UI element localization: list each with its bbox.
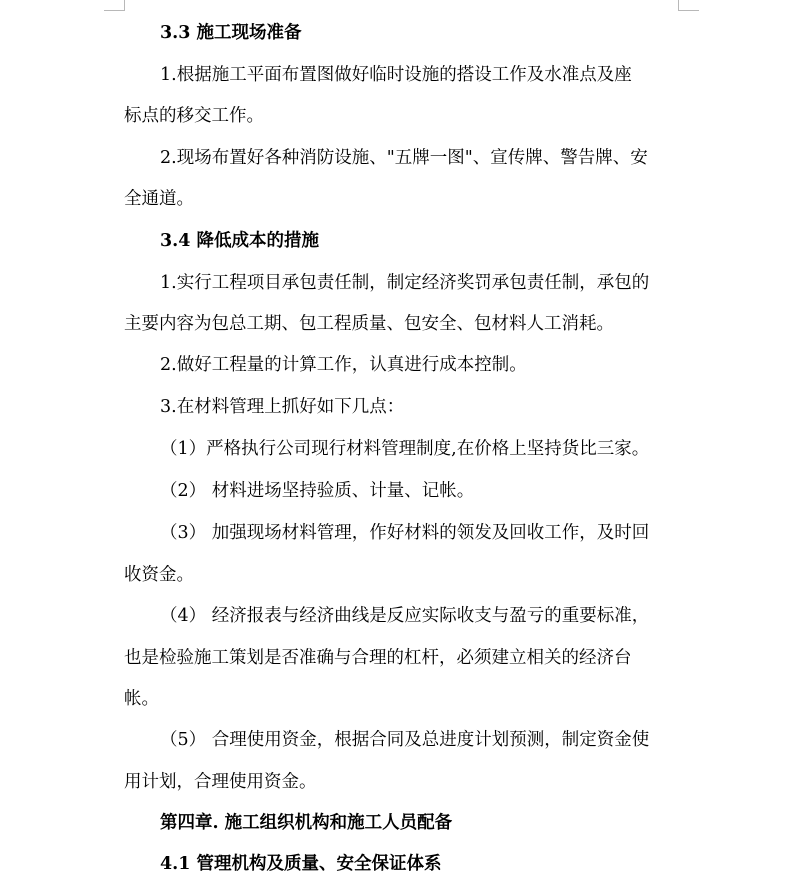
paragraph-line: 全通道。 — [124, 189, 194, 209]
paragraph-line: 3.在材料管理上抓好如下几点： — [160, 397, 405, 417]
list-item-line: （4） 经济报表与经济曲线是反应实际收支与盈亏的重要标准， — [160, 606, 650, 626]
section-heading-3-4: 3.4 降低成本的措施 — [160, 231, 320, 251]
paragraph-line: 主要内容为包总工期、包工程质量、包安全、包材料人工消耗。 — [124, 314, 614, 334]
list-item-line: （5） 合理使用资金，根据合同及总进度计划预测，制定资金使 — [160, 730, 650, 750]
list-item-line: 也是检验施工策划是否准确与合理的杠杆，必须建立相关的经济台 — [124, 648, 632, 668]
paragraph-line: 2.现场布置好各种消防设施、"五牌一图"、宣传牌、警告牌、安 — [160, 148, 648, 168]
crop-mark-top-left — [104, 0, 125, 11]
list-item-line: 收资金。 — [124, 565, 194, 585]
crop-mark-top-right — [678, 0, 699, 11]
paragraph-line: 标点的移交工作。 — [124, 106, 264, 126]
paragraph-line: 2.做好工程量的计算工作，认真进行成本控制。 — [160, 355, 527, 375]
list-item-line: 帐。 — [124, 689, 159, 709]
paragraph-line: 1.实行工程项目承包责任制，制定经济奖罚承包责任制，承包的 — [160, 273, 650, 293]
list-item-line: （2） 材料进场坚持验质、计量、记帐。 — [160, 481, 475, 501]
paragraph-line: 1.根据施工平面布置图做好临时设施的搭设工作及水准点及座 — [160, 65, 632, 85]
section-heading-3-3: 3.3 施工现场准备 — [160, 23, 302, 43]
chapter-heading-4: 第四章. 施工组织机构和施工人员配备 — [160, 813, 453, 833]
list-item-line: 用计划，合理使用资金。 — [124, 772, 317, 792]
list-item-line: （1）严格执行公司现行材料管理制度,在价格上坚持货比三家。 — [160, 439, 650, 459]
list-item-line: （3） 加强现场材料管理，作好材料的领发及回收工作，及时回 — [160, 523, 650, 543]
section-heading-4-1: 4.1 管理机构及质量、安全保证体系 — [160, 854, 442, 874]
